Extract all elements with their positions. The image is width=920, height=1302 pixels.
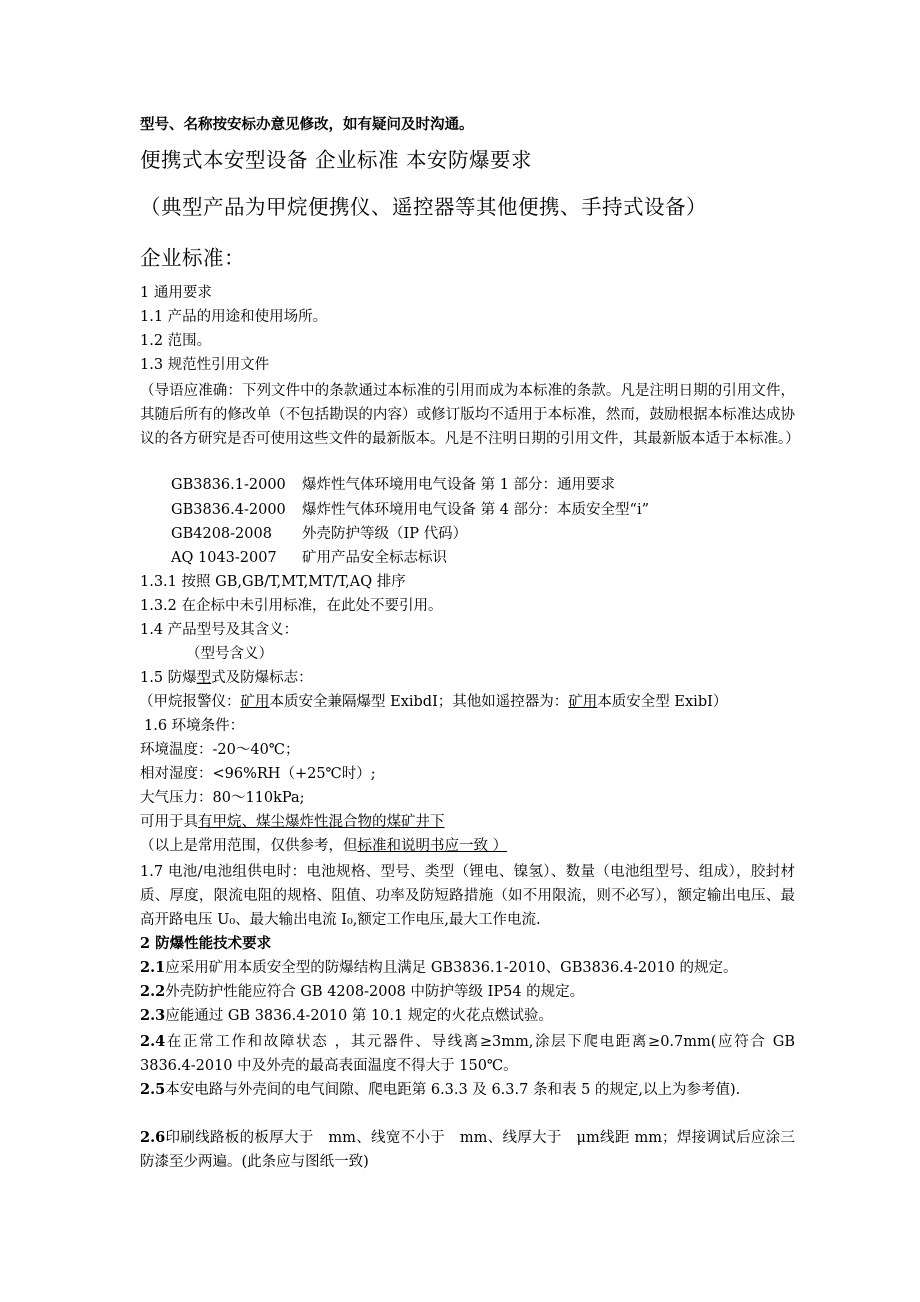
env-humidity: 相对湿度：<96%RH（+25℃时）; (140, 766, 376, 782)
reference-code: GB4208-2008 (171, 526, 272, 542)
revision-notice: 型号、名称按安标办意见修改，如有疑问及时沟通。 (140, 116, 474, 133)
section-2-item: 2.1应采用矿用本质安全型的防爆结构且满足 GB3836.1-2010、GB3836.4-2010 的规定。 (140, 959, 738, 976)
reference-item (171, 475, 615, 495)
document-title: 便携式本安型设备 企业标准 本安防爆要求 (140, 148, 533, 172)
env-note: （以上是常用范围，仅供参考，但标准和说明书应一致 ） (140, 838, 508, 854)
section-2-item: 2.2外壳防护性能应符合 GB 4208-2008 中防护等级 IP54 的规定。 (140, 983, 585, 1000)
reference-name: 矿用产品安全标志标识 (302, 550, 447, 566)
section-1-5: 1.5 防爆型式及防爆标志： (140, 670, 313, 686)
section-2-item: 2.4在正常工作和故障状态 ，其元器件、导线离≥3mm,涂层下爬电距离≥0.7mm(应符合 GB 3836.4-2010 中及外壳的最高表面温度不得大于 150℃。 (140, 1033, 795, 1074)
section-2-item: 2.6印刷线路板的板厚大于 mm、线宽不小于 mm、线厚大于 μm线距 mm；焊接调试后应涂三防漆至少两遍。(此条应与图纸一致) (140, 1129, 795, 1170)
section-1-heading: 1 通用要求 (140, 285, 212, 301)
section-1-4: 1.4 产品型号及其含义： (140, 622, 299, 638)
reference-name: 爆炸性气体环境用电气设备 第 4 部分：本质安全型“i” (302, 502, 650, 518)
section-1-7: 1.7 电池/电池组供电时：电池规格、型号、类型（锂电、镍氢）、数量（电池组型号、组成），胶封材质、厚度，限流电阻的规格、阻值、功率及防短路措施（如不用限流，则不必写），额定输出电压、最高开路电压 U₀、最大输出电流 I₀,额定工作电压,最大工作电流. (140, 864, 795, 928)
reference-name: 外壳防护等级（IP 代码） (302, 526, 468, 542)
reference-code: AQ 1043-2007 (171, 550, 277, 566)
reference-name: 爆炸性气体环境用电气设备 第 1 部分：通用要求 (302, 477, 616, 493)
section-1-3-2: 1.3.2 在企标中未引用标准，在此处不要引用。 (140, 598, 443, 614)
section-1-1: 1.1 产品的用途和使用场所。 (140, 309, 328, 325)
reference-item (171, 548, 447, 568)
section-1-6: 1.6 环境条件： (144, 718, 245, 734)
env-pressure: 大气压力：80～110kPa; (140, 790, 305, 806)
section-2-item: 2.3应能通过 GB 3836.4-2010 第 10.1 规定的火花点燃试验。 (140, 1007, 553, 1024)
section-1-3-1: 1.3.1 按照 GB,GB/T,MT,MT/T,AQ 排序 (140, 574, 406, 590)
standard-heading: 企业标准： (140, 246, 245, 270)
reference-code: GB3836.1-2000 (171, 477, 286, 493)
env-usage: 可用于具有甲烷、煤尘爆炸性混合物的煤矿井下 (140, 814, 445, 830)
section-2-heading: 2 防爆性能技术要求 (140, 935, 272, 952)
reference-item (171, 500, 649, 520)
section-1-3-intro: （导语应准确：下列文件中的条款通过本标准的引用而成为本标准的条款。凡是注明日期的引用文件，其随后所有的修改单（不包括勘误的内容）或修订版均不适用于本标准，然而，鼓励根据本标准达成协议的各方研究是否可使用这些文件的最新版本。凡是不注明日期的引用文件，其最新版本适于本标准。） (140, 383, 800, 447)
section-1-2: 1.2 范围。 (140, 333, 212, 349)
reference-item (171, 524, 467, 544)
section-2-item: 2.5本安电路与外壳间的电气间隙、爬电距第 6.3.3 及 6.3.7 条和表 5 的规定,以上为参考值). (140, 1081, 741, 1098)
env-temperature: 环境温度：-20～40℃； (140, 742, 300, 758)
document-subtitle: （典型产品为甲烷便携仪、遥控器等其他便携、手持式设备） (140, 195, 707, 219)
model-meaning-note: （型号含义） (186, 646, 273, 662)
section-1-3: 1.3 规范性引用文件 (140, 357, 270, 373)
reference-code: GB3836.4-2000 (171, 502, 286, 518)
explosion-marking-note: （甲烷报警仪：矿用本质安全兼隔爆型 ExibdI；其他如遥控器为：矿用本质安全型 ExibI） (139, 694, 728, 710)
